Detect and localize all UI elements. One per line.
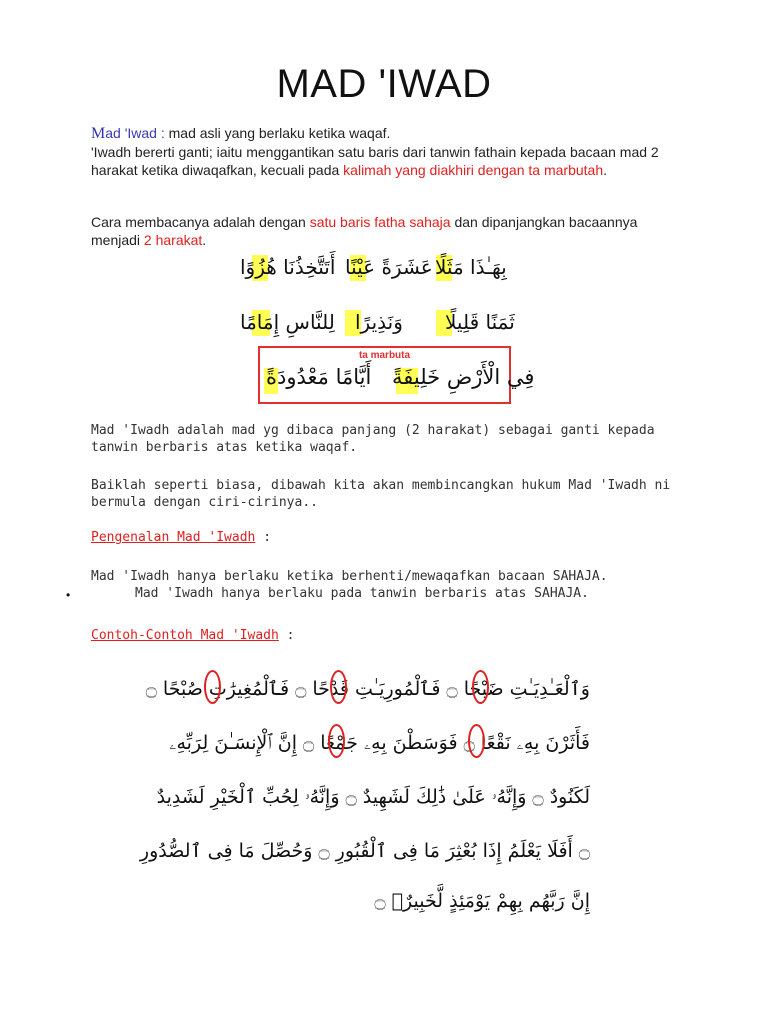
example-word: عَشَرَةً عَيْنًا [345, 255, 433, 279]
example-word: أَتَتَّخِذُنَا هُزُوًا [240, 255, 336, 279]
reading-text-c: . [202, 232, 207, 248]
term-separator: : [156, 125, 169, 141]
quran-line: وَٱلْعَـٰدِيَـٰتِ ضَبْحًا ۝ فَٱلْمُورِيَـٰتِ قَدْحًا ۝ فَٱلْمُغِيرَٰتِ صُبْحًا ۝ [145, 678, 590, 700]
reading-text-b: dan dipanjangkan bacaannya menjadi [91, 214, 638, 248]
red-circle-mark [468, 724, 485, 758]
reading-highlight-2: 2 harakat [143, 232, 203, 248]
heading-suffix: : [278, 628, 295, 643]
example-row-1 [240, 255, 540, 287]
red-circle-mark [472, 670, 489, 704]
red-circle-mark [204, 670, 221, 704]
heading-pengenalan-text[interactable]: Pengenalan Mad 'Iwadh [91, 530, 256, 545]
example-word: لِلنَّاسِ إِمَامًا [240, 310, 335, 334]
heading-contoh-text[interactable]: Contoh-Contoh Mad 'Iwadh [91, 628, 279, 643]
intro-paragraph [91, 124, 671, 179]
ta-marbuta-box [258, 346, 535, 404]
term-initial: M [91, 125, 106, 142]
example-word: وَنَذِيرًا [355, 310, 403, 334]
paragraph-mad-iwadh: Mad 'Iwadh adalah mad yg dibaca panjang (2 harakat) sebagai ganti kepada tanwin berbaris atas ketika waqaf. [91, 423, 655, 455]
quran-line: إِنَّ رَبَّهُم بِهِمْ يَوْمَئِذٍ لَّخَبِيرٌۢ ۝ [374, 890, 590, 912]
rule-1: Mad 'Iwadh hanya berlaku ketika berhenti/mewaqafkan bacaan SAHAJA. [91, 569, 608, 584]
reading-text-a: Cara membacanya adalah dengan [91, 214, 310, 230]
example-word: ثَمَنًا قَلِيلًا [445, 310, 515, 334]
example-word: بِهَـٰذَا مَثَلًا [435, 255, 507, 279]
definition-end: . [603, 162, 607, 178]
bullet-icon: • [66, 588, 71, 602]
heading-suffix: : [255, 530, 272, 545]
quran-passage [139, 664, 590, 924]
rule-2: Mad 'Iwadh hanya berlaku pada tanwin berbaris atas SAHAJA. [135, 586, 589, 601]
heading-pengenalan [91, 529, 271, 546]
quran-line: ۝ أَفَلَا يَعْلَمُ إِذَا بُعْثِرَ مَا فِى ٱلْقُبُورِ ۝ وَحُصِّلَ مَا فِى ٱلصُّدُورِ [139, 840, 590, 862]
ta-marbuta-label: ta marbuta [358, 350, 411, 361]
quran-line: لَكَنُودٌ ۝ وَإِنَّهُۥ عَلَىٰ ذَٰلِكَ لَشَهِيدٌ ۝ وَإِنَّهُۥ لِحُبِّ ٱلْخَيْرِ لَشَدِيدٌ [156, 786, 590, 808]
paragraph-intro-rules: Baiklah seperti biasa, dibawah kita akan membincangkan hukum Mad 'Iwadh ni bermula dengan ciri-cirinya.. [91, 478, 671, 510]
red-circle-mark [328, 724, 345, 758]
red-circle-mark [330, 670, 347, 704]
heading-contoh [91, 627, 295, 644]
reading-highlight-1: satu baris fatha sahaja [309, 214, 451, 230]
quran-line: فَأَثَرْنَ بِهِۦ نَقْعًا ۝ فَوَسَطْنَ بِهِۦ جَمْعًا ۝ إِنَّ ٱلْإِنسَـٰنَ لِرَبِّهِۦ [169, 732, 590, 754]
reading-paragraph [91, 213, 671, 249]
ta-marbuta-example: فِي الْأَرْضِ خَلِيفَةً [392, 365, 535, 389]
example-row-2 [240, 310, 540, 342]
page-title: MAD 'IWAD [276, 62, 492, 106]
definition-text: 'Iwadh bererti ganti; iaitu menggantikan satu baris dari tanwin fathain kepada bacaan mad 2 harakat ketika diwaqafkan, kecuali pada [91, 144, 659, 178]
term-definition: mad asli yang berlaku ketika waqaf. [168, 125, 391, 141]
ta-marbuta-example: أَيَّامًا مَعْدُودَةً [266, 365, 372, 389]
definition-exception: kalimah yang diakhiri dengan ta marbutah [343, 162, 604, 178]
term-name: ad 'Iwad [105, 125, 157, 141]
